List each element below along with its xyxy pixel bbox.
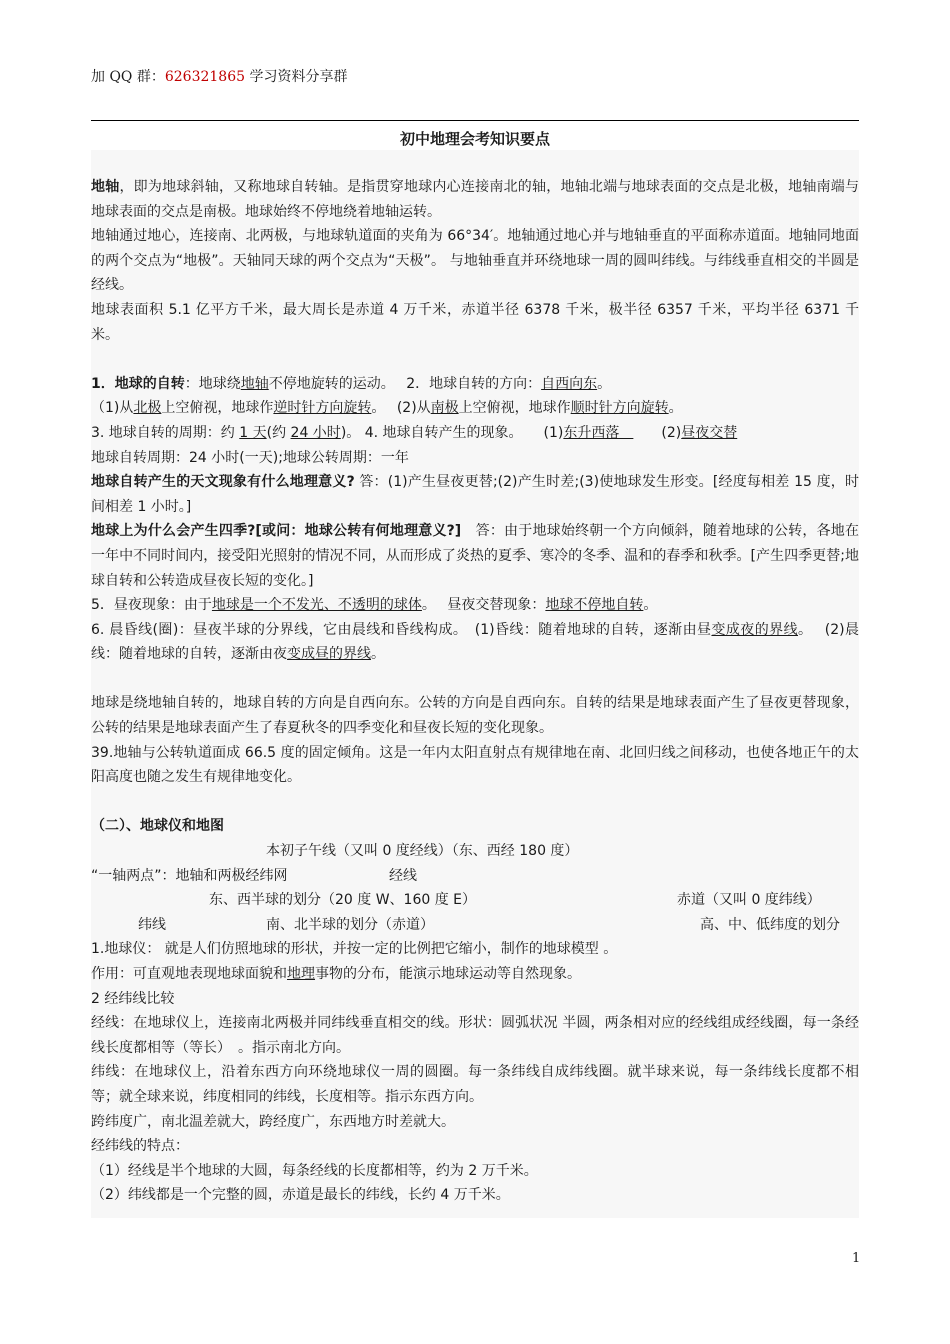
rotation-line-3: 3. 地球自转的周期：约 1 天(约 24 小时)。 4. 地球自转产生的现象。 (1)东升西落 (2)昼夜交替 — [91, 424, 738, 441]
paragraph-axis-angle: 地轴通过地心，连接南、北两极，与地球轨道面的夹角为 66°34′。地轴通过地心并与地轴垂直的平面称赤道面。地轴同地面的两个交点为“地极”。天轴同天球的两个交点为“天极”。 与地轴垂直并环绕地球一周的圆叫纬线。与纬线垂直相交的半圆是经线。 — [91, 228, 859, 294]
globe-function: 作用：可直观地表现地球面貌和地理事物的分布，能演示地球运动等自然现象。 — [91, 966, 581, 982]
paragraph-earth-size: 地球表面积 5.1 亿平方千米，最大周长是赤道 4 万千米，赤道半径 6378 千米，极半径 6357 千米，平均半径 6371 千米。 — [91, 301, 859, 343]
span-difference-line: 跨纬度广，南北温差就大，跨经度广，东西地方时差就大。 — [91, 1113, 455, 1130]
rotation-line-2: （1)从北极上空俯视，地球作逆时针方向旋转。 (2)从南极上空俯视，地球作顺时针方向旋转。 — [91, 400, 683, 417]
graticule-comparison-heading: 2 经纬线比较 — [91, 990, 175, 1007]
parallel-feature: （2）纬线都是一个完整的圆，赤道是最长的纬线，长约 4 万千米。 — [91, 1187, 510, 1204]
qq-number: 626321865 — [164, 69, 246, 85]
header-prefix: 加 QQ 群： — [91, 69, 165, 85]
section-heading-globe: （二）、地球仪和地图 — [91, 818, 224, 835]
terminator-line: 6. 晨昏线(圈)：昼夜半球的分界线，它由晨线和昏线构成。 (1)昏线：随着地球的自转，逐渐由昼变成夜的界线。 (2)晨线：随着地球的自转，逐渐由夜变成昼的界线。 — [91, 621, 860, 663]
document-title: 初中地理会考知识要点 — [399, 130, 550, 148]
diagram-row-3: 东、西半球的划分（20 度 W、160 度 E） 赤道（又叫 0 度纬线） — [209, 892, 821, 909]
paragraph-earth-axis: 地轴，即为地球斜轴，又称地球自转轴。是指贯穿地球内心连接南北的轴，地轴北端与地球表面的交点是北极，地轴南端与地球表面的交点是南极。地球始终不停地绕着地轴运转。 — [91, 179, 859, 220]
globe-definition: 1.地球仪： 就是人们仿照地球的形状，并按一定的比例把它缩小，制作的地球模型 。 — [91, 941, 618, 958]
diagram-row-4: 纬线 南、北半球的划分（赤道） 高、中、低纬度的划分 — [138, 916, 840, 933]
paragraph-axis-tilt: 39.地轴与公转轨道面成 66.5 度的固定倾角。这是一年内太阳直射点有规律地在南、北回归线之间移动，也使各地正午的太阳高度也随之发生有规律地变化。 — [91, 744, 859, 786]
rotation-line-1: 1．地球的自转：地球绕地轴不停地旋转的运动。 2．地球自转的方向：自西向东。 — [91, 375, 612, 392]
header-suffix: 学习资料分享群 — [245, 69, 348, 85]
rotation-period-line: 地球自转周期：24 小时(一天);地球公转周期：一年 — [91, 449, 409, 466]
parallel-definition: 纬线：在地球仪上，沿着东西方向环绕地球仪一周的圆圈。每一条纬线自成纬线圈。就半球来说，每一条纬线长度都不相等；就全球来说，纬度相同的纬线，长度相等。指示东西方向。 — [91, 1064, 859, 1105]
diagram-row-1: 本初子午线（又叫 0 度经线）（东、西经 180 度） — [266, 843, 579, 860]
meridian-definition: 经线：在地球仪上，连接南北两极并同纬线垂直相交的线。形状：圆弧状况 半圆，两条相对应的经线组成经线圈，每一条经线长度都相等（等长） 。指示南北方向。 — [91, 1015, 859, 1056]
diagram-row-2: “一轴两点”：地轴和两极经纬网 经线 — [91, 867, 417, 884]
question-seasons: 地球上为什么会产生四季?[或问：地球公转有何地理意义?] 答：由于地球始终朝一个方向倾斜，随着地球的公转，各地在一年中不同时间内，接受阳光照射的情况不同，从而形成了炎热的夏季、寒冷的冬季、温和的春季和秋季。[产生四季更替;地球自转和公转造成昼夜长短的变化。] — [91, 523, 860, 589]
document-body — [91, 175, 859, 1208]
paragraph-rotation-summary: 地球是绕地轴自转的，地球自转的方向是自西向东。公转的方向是自西向东。自转的结果是地球表面产生了昼夜更替现象，公转的结果是地球表面产生了春夏秋冬的四季变化和昼夜长短的变化现象。 — [91, 695, 859, 737]
question-rotation-significance: 地球自转产生的天文现象有什么地理意义? 答：(1)产生昼夜更替;(2)产生时差;(3)使地球发生形变。[经度每相差 15 度，时间相差 1 小时。] — [91, 474, 859, 515]
header-rule — [91, 120, 859, 121]
page-number: 1 — [852, 1251, 861, 1266]
page-header — [91, 66, 347, 86]
day-night-line: 5．昼夜现象：由于地球是一个不发光、不透明的球体。 昼夜交替现象：地球不停地自转。 — [91, 597, 658, 614]
meridian-feature: （1）经线是半个地球的大圆，每条经线的长度都相等，约为 2 万千米。 — [91, 1162, 538, 1179]
graticule-features-heading: 经纬线的特点： — [91, 1138, 189, 1155]
